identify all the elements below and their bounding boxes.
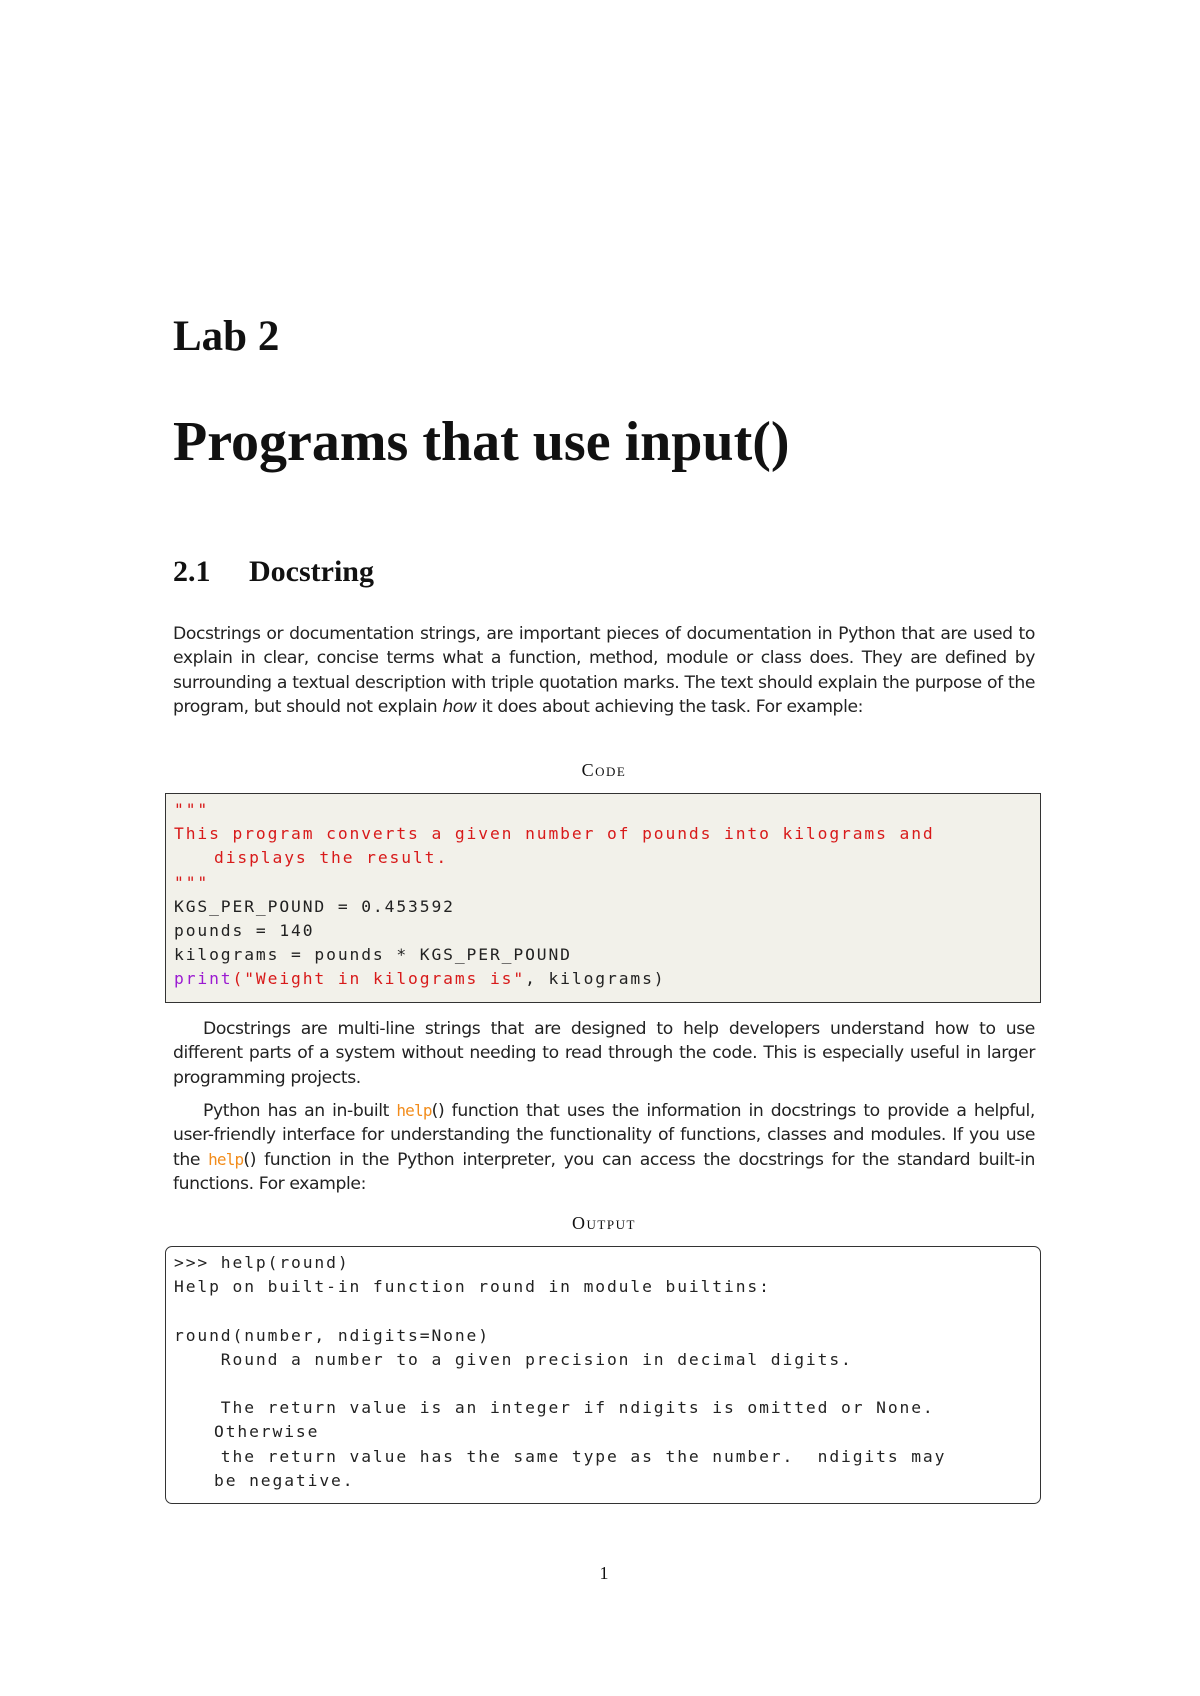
inline-code-help: help <box>208 1149 244 1169</box>
code-line: KGS_PER_POUND = 0.453592 <box>174 896 455 916</box>
output-line: Otherwise <box>214 1422 320 1442</box>
inline-code-help: help <box>396 1101 432 1120</box>
output-caption: Output <box>572 1213 636 1233</box>
code-caption: Code <box>581 760 627 780</box>
code-rest: , kilograms) <box>525 969 666 989</box>
page-number: 1 <box>599 1563 609 1583</box>
paragraph-help-text: () function in the Python interpreter, you can access the docstrings for the standard built-in functions. For example: <box>173 1149 1035 1195</box>
paragraph-intro <box>173 622 1035 720</box>
output-line: Help on built-in function round in module builtins: <box>174 1277 771 1297</box>
code-line: """ <box>174 800 210 819</box>
output-line <box>174 1372 1032 1396</box>
section-number: 2.1 <box>173 555 211 588</box>
code-line: This program converts a given number of pounds into kilograms and <box>174 824 935 844</box>
code-keyword-print: print <box>174 969 233 989</box>
code-line <box>174 967 1032 991</box>
paragraph-intro-text: Docstrings or documentation strings, are important pieces of documentation in Python that are used to explain in clear, concise terms what a function, method, module or class does. They are defined by surrounding a textual description with triple quotation marks. The text should explain the purpose of the program, but should not explain <box>173 624 1035 718</box>
paragraph-intro-emphasis: how <box>442 697 477 718</box>
paragraph-help-text: Python has an in-built <box>203 1101 397 1121</box>
paragraph-docstrings: Docstrings are multi-line strings that are designed to help developers understand how to use different parts of a system without needing to read through the code. This is especially useful in larger programming projects. <box>173 1019 1035 1088</box>
code-string: ("Weight in kilograms is" <box>232 969 526 989</box>
output-line <box>174 1299 1032 1323</box>
output-line: Round a number to a given precision in decimal digits. <box>174 1349 853 1369</box>
code-line: kilograms = pounds * KGS_PER_POUND <box>174 945 572 965</box>
document-page <box>173 0 1035 1696</box>
paragraph-help-text: () function that uses the information in docstrings to provide a helpful, user-friendly interface for understanding the functionality of functions, classes and modules. If you use the <box>173 1101 1035 1170</box>
output-line: the return value has the same type as the number. ndigits may <box>174 1446 947 1466</box>
section-title: Docstring <box>249 555 374 588</box>
code-line: pounds = 140 <box>174 920 315 940</box>
paragraph-intro-text-end: it does about achieving the task. For example: <box>476 697 864 718</box>
code-line: """ <box>174 872 210 892</box>
paragraph-help <box>173 1099 1035 1197</box>
output-line: be negative. <box>214 1470 355 1490</box>
section-heading <box>173 555 374 589</box>
code-line: displays the result. <box>214 848 449 868</box>
chapter-title: Programs that use input() <box>173 411 790 473</box>
output-listing <box>165 1246 1041 1504</box>
chapter-label: Lab 2 <box>173 313 280 360</box>
output-line: The return value is an integer if ndigits is omitted or None. <box>174 1398 935 1418</box>
output-line: round(number, ndigits=None) <box>174 1325 490 1345</box>
code-listing <box>165 793 1041 1003</box>
output-line: >>> help(round) <box>174 1253 350 1272</box>
